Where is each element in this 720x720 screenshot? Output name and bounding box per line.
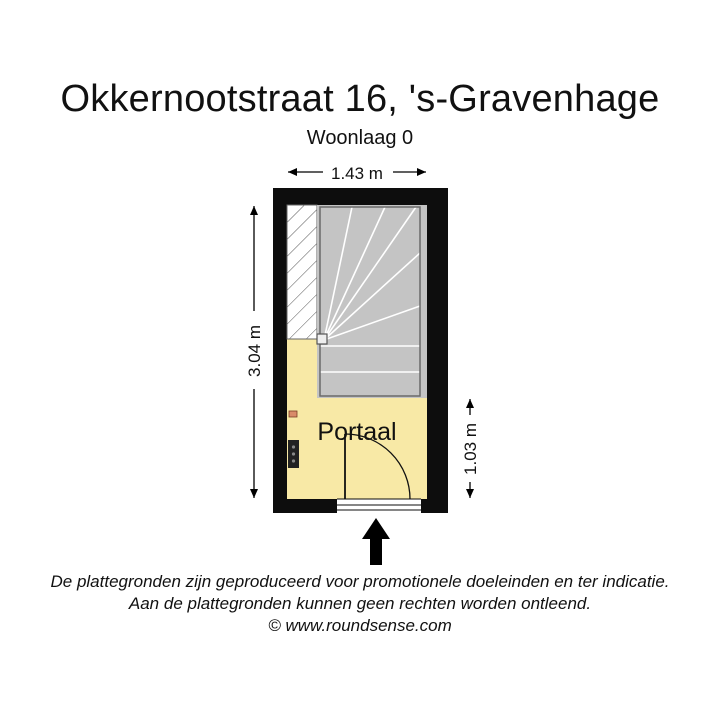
disclaimer: [0, 571, 720, 637]
wall-switch: [289, 411, 297, 417]
disclaimer-line-1: De plattegronden zijn geproduceerd voor promotionele doeleinden en ter indicatie.: [50, 572, 670, 591]
entrance-arrow-icon: [362, 518, 390, 565]
height-dimension-label: 3.04 m: [245, 325, 264, 377]
plan-title: Okkernootstraat 16, 's-Gravenhage: [60, 78, 660, 120]
width-dimension-label: 1.43 m: [331, 164, 383, 183]
meter-box-dots: [292, 445, 295, 462]
room-label-portaal: Portaal: [317, 418, 397, 446]
floor-level-label: Woonlaag 0: [306, 127, 414, 149]
disclaimer-line-2: Aan de plattegronden kunnen geen rechten worden ontleend.: [128, 594, 592, 613]
copyright-line: © www.roundsense.com: [268, 616, 452, 635]
door-opening: [337, 499, 421, 513]
staircase: [317, 205, 427, 398]
portaal-depth-label: 1.03 m: [461, 423, 480, 475]
hatched-void: [287, 205, 317, 339]
